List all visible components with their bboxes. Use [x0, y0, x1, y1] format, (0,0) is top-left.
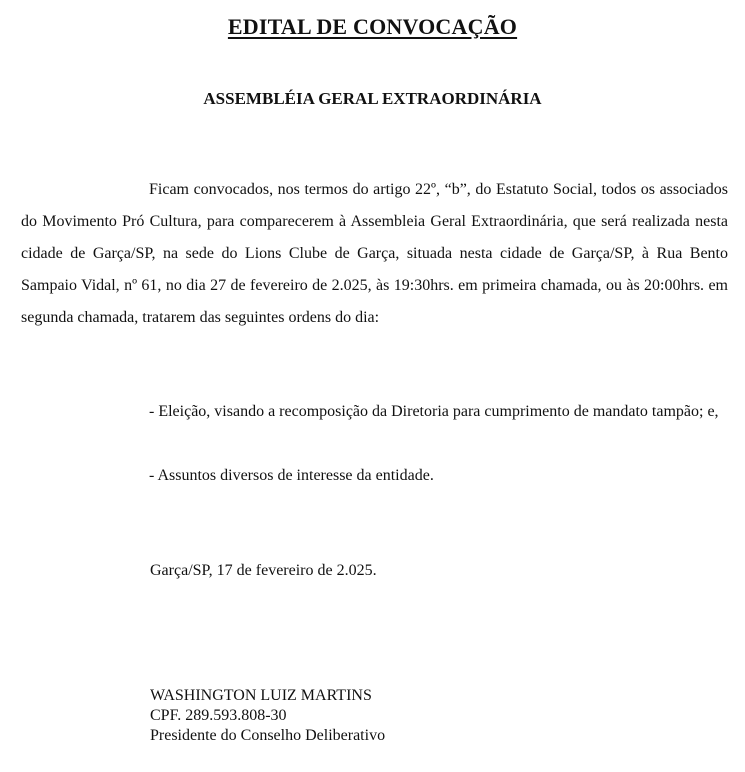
- signatory-role: Presidente do Conselho Deliberativo: [150, 727, 386, 744]
- convocation-paragraph: Ficam convocados, nos termos do artigo 22º, “b”, do Estatuto Social, todos os associados do Movimento Pró Cultura, para comparecerem à Assembleia Geral Extraordinária, que será realizada nesta cidade de Garça/SP, na sede do Lions Clube de Garça, situada nesta cidade de Garça/SP, à Rua Bento Sampaio Vidal, nº 61, no dia 27 de fevereiro de 2.025, às 19:30hrs. em primeira chamada, ou às 20:00hrs. em segunda chamada, tratarem das seguintes ordens do dia:: [21, 181, 728, 326]
- signatory-name: WASHINGTON LUIZ MARTINS: [150, 687, 372, 704]
- agenda-item: - Assuntos diversos de interesse da entidade.: [149, 467, 434, 484]
- agenda-item: - Eleição, visando a recomposição da Diretoria para cumprimento de mandato tampão; e,: [149, 403, 719, 420]
- place-and-date: Garça/SP, 17 de fevereiro de 2.025.: [150, 562, 377, 579]
- document-subtitle: ASSEMBLÉIA GERAL EXTRAORDINÁRIA: [203, 89, 542, 108]
- document-title: EDITAL DE CONVOCAÇÃO: [227, 14, 518, 39]
- signatory-cpf: CPF. 289.593.808-30: [150, 707, 287, 724]
- signature-block: [150, 686, 385, 746]
